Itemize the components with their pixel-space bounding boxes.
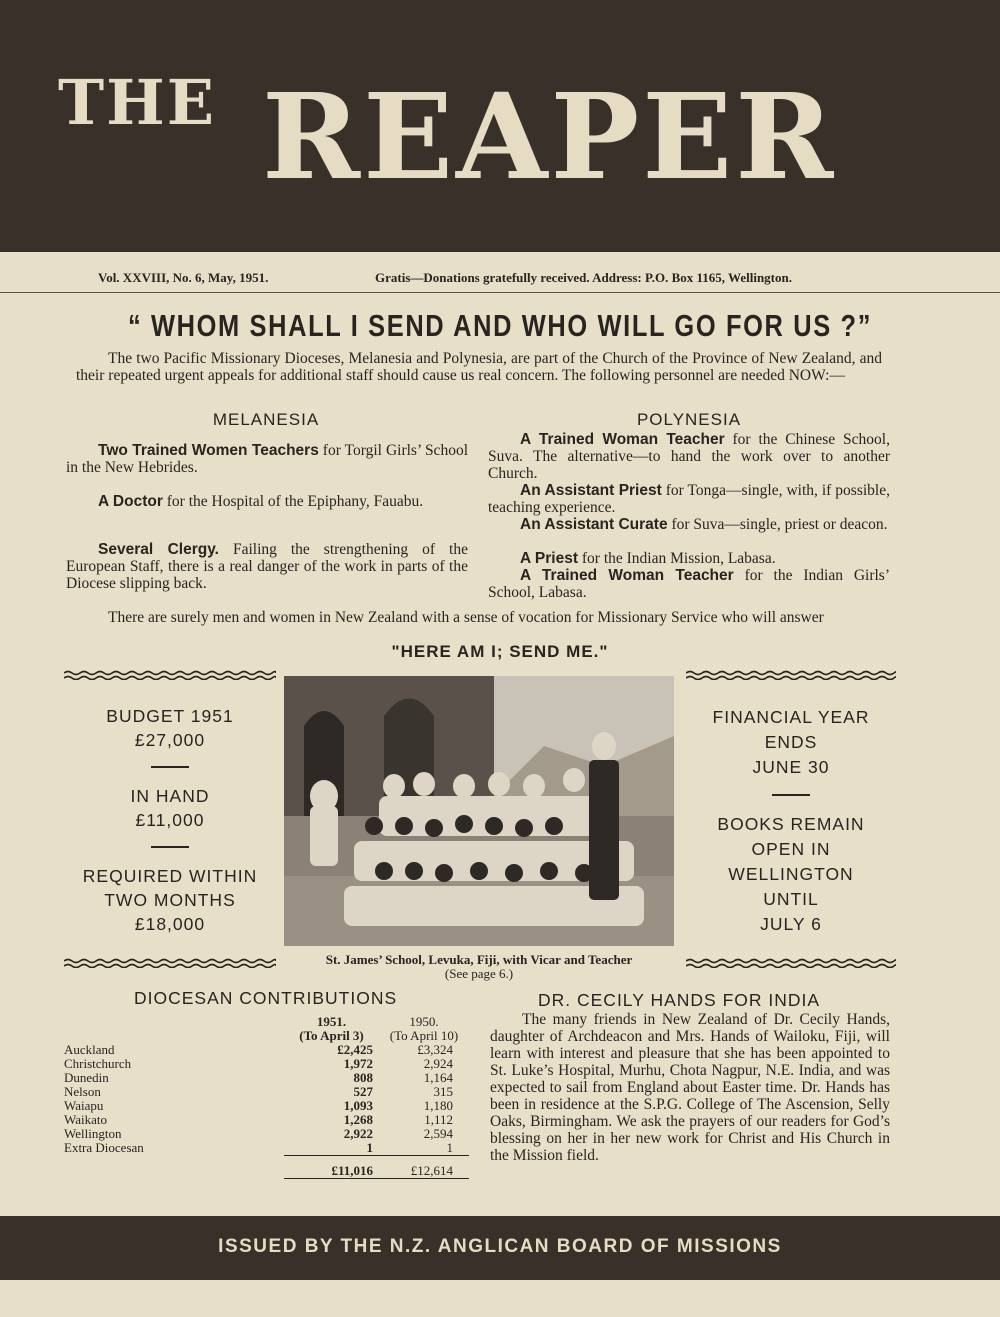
value-1950: 2,924	[423, 1056, 453, 1071]
school-photo-image	[284, 676, 674, 946]
col-1950-note: (To April 10)	[389, 1028, 459, 1043]
value-1950: £3,324	[417, 1042, 453, 1057]
diocese-name: Waiapu	[64, 1098, 104, 1113]
books-line: JULY 6	[760, 914, 822, 934]
value-1950: 1,112	[424, 1112, 453, 1127]
diocese-name: Christchurch	[64, 1056, 132, 1071]
divider	[0, 292, 1000, 293]
table-row	[64, 1085, 469, 1099]
value-1950: 1,180	[423, 1098, 453, 1113]
intro-paragraph: The two Pacific Missionary Dioceses, Melanesia and Polynesia, are part of the Church of the Province of New Zealand, and their repeated urgent appeals for additional staff should cause us real concern. The following personnel are needed NOW:—	[76, 350, 882, 384]
issue-gratis: Gratis—Donations gratefully received. Address: P.O. Box 1165, Wellington.	[375, 270, 792, 285]
polynesia-item	[488, 516, 890, 533]
item-text: for the Hospital of the Epiphany, Fauabu.	[162, 493, 424, 510]
table-row	[64, 1113, 469, 1127]
headline: “ WHOM SHALL I SEND AND WHO WILL GO FOR US ?”	[127, 308, 873, 343]
item-text: for the Indian Girls’ School, Labasa.	[488, 567, 890, 601]
masthead	[0, 0, 1000, 252]
fy-line: JUNE 30	[752, 757, 830, 777]
table-row	[64, 1043, 469, 1057]
melanesia-heading: MELANESIA	[212, 410, 320, 429]
issue-volume: Vol. XXVIII, No. 6, May, 1951.	[98, 270, 269, 285]
total-1951: £11,016	[284, 1164, 379, 1179]
table-row	[64, 1127, 469, 1141]
books-line: WELLINGTON	[728, 864, 854, 884]
school-photo	[284, 676, 674, 946]
value-1950: 2,594	[423, 1126, 453, 1141]
polynesia-item	[488, 550, 890, 567]
item-text: for Tonga—single, with, if possible, teaching experience.	[488, 482, 890, 516]
item-title: A Doctor	[98, 493, 163, 510]
wavy-rule	[686, 958, 896, 968]
budget-label: BUDGET 1951	[106, 706, 234, 726]
item-text: for Suva—single, priest or deacon.	[667, 516, 888, 533]
budget-box	[64, 704, 276, 936]
polynesia-item	[488, 567, 890, 601]
melanesia-item	[66, 493, 468, 510]
masthead-title: REAPER	[262, 67, 837, 206]
books-line: UNTIL	[763, 889, 819, 909]
contributions-table	[64, 1015, 469, 1179]
polynesia-heading: POLYNESIA	[636, 410, 742, 429]
value-1951: 1,093	[343, 1098, 373, 1113]
diocese-name: Nelson	[64, 1084, 101, 1099]
contributions-heading: DIOCESAN CONTRIBUTIONS	[134, 988, 398, 1008]
diocese-name: Wellington	[64, 1126, 122, 1141]
item-title: A Priest	[520, 550, 579, 567]
here-am-i: "HERE AM I; SEND ME."	[391, 642, 609, 661]
item-title: Several Clergy.	[98, 541, 219, 558]
diocese-name: Waikato	[64, 1112, 107, 1127]
item-title: A Trained Woman Teacher	[520, 567, 734, 584]
item-text: Failing the strengthening of the European Staff, there is a real danger of the work in parts of the Diocese slipping back.	[66, 541, 468, 592]
caption-see: (See page 6.)	[444, 966, 514, 981]
value-1951: 527	[353, 1084, 373, 1099]
value-1950: 1	[379, 1141, 469, 1156]
footer-band	[0, 1216, 1000, 1280]
table-row	[64, 1099, 469, 1113]
in-hand-value: £11,000	[135, 810, 205, 830]
hands-heading: DR. CECILY HANDS FOR INDIA	[538, 990, 821, 1010]
fy-line: FINANCIAL YEAR	[712, 707, 870, 727]
total-1950: £12,614	[379, 1164, 469, 1179]
value-1951: 1,972	[343, 1056, 373, 1071]
wavy-rule	[64, 670, 276, 680]
table-row	[64, 1071, 469, 1085]
value-1950: 1,164	[423, 1070, 453, 1085]
melanesia-item	[66, 541, 468, 592]
item-text: for the Indian Mission, Labasa.	[578, 550, 776, 567]
col-1950-year: 1950.	[409, 1014, 439, 1029]
table-row	[64, 1141, 469, 1156]
budget-value: £27,000	[134, 730, 206, 750]
table-row	[64, 1057, 469, 1071]
hands-article: The many friends in New Zealand of Dr. Cecily Hands, daughter of Archdeacon and Mrs. Hands of Wailoku, Fiji, will learn with interest and pleasure that she has been appointed to St. Luke’s Hospital, Murhu, Chota Nagpur, N.E. India, and was expected to sail from England about Easter time. Dr. Hands has been in residence at the S.P.G. College of The Ascension, Selly Oaks, Birmingham. We ask the prayers of our readers for God’s blessing on her in her new work for Christ and His Church in the Mission field.	[490, 1011, 890, 1164]
diocese-name: Auckland	[64, 1042, 115, 1057]
closing-paragraph: There are surely men and women in New Zealand with a sense of vocation for Missionary Service who will answer	[108, 609, 824, 626]
value-1951: 808	[353, 1070, 373, 1085]
polynesia-item	[488, 431, 890, 482]
books-line: OPEN IN	[751, 839, 831, 859]
value-1951: £2,425	[337, 1042, 373, 1057]
required-value: £18,000	[134, 914, 206, 934]
fy-line: ENDS	[764, 732, 818, 752]
divider	[772, 794, 810, 796]
in-hand-label: IN HAND	[130, 786, 210, 806]
required-label: TWO MONTHS	[104, 890, 236, 910]
item-title: A Trained Woman Teacher	[520, 431, 725, 448]
col-1951-year: 1951.	[316, 1014, 347, 1029]
wavy-rule	[686, 670, 896, 680]
item-title: Two Trained Women Teachers	[98, 442, 319, 459]
divider	[151, 766, 189, 768]
item-text: for the Chinese School, Suva. The alternative—to hand the work over to another Church.	[488, 431, 890, 482]
footer-text: ISSUED BY THE N.Z. ANGLICAN BOARD OF MISSIONS	[218, 1236, 782, 1257]
caption-text: St. James’ School, Levuka, Fiji, with Vicar and Teacher	[325, 952, 633, 967]
diocese-name: Dunedin	[64, 1070, 109, 1085]
divider	[151, 846, 189, 848]
financial-box	[686, 705, 896, 937]
value-1951: 1	[284, 1141, 379, 1156]
photo-caption	[284, 953, 674, 981]
wavy-rule	[64, 958, 276, 968]
item-title: An Assistant Curate	[520, 516, 668, 533]
polynesia-item	[488, 482, 890, 516]
item-text: for Torgil Girls’ School in the New Hebrides.	[66, 442, 468, 476]
value-1950: 315	[433, 1084, 453, 1099]
item-title: An Assistant Priest	[520, 482, 662, 499]
col-1951-note: (To April 3)	[299, 1028, 364, 1043]
value-1951: 2,922	[343, 1126, 373, 1141]
diocese-name: Extra Diocesan	[64, 1140, 144, 1155]
required-label: REQUIRED WITHIN	[82, 866, 258, 886]
total-row	[64, 1164, 469, 1179]
masthead-the: THE	[58, 66, 216, 139]
value-1951: 1,268	[343, 1112, 373, 1127]
melanesia-item	[66, 442, 468, 476]
books-line: BOOKS REMAIN	[717, 814, 865, 834]
